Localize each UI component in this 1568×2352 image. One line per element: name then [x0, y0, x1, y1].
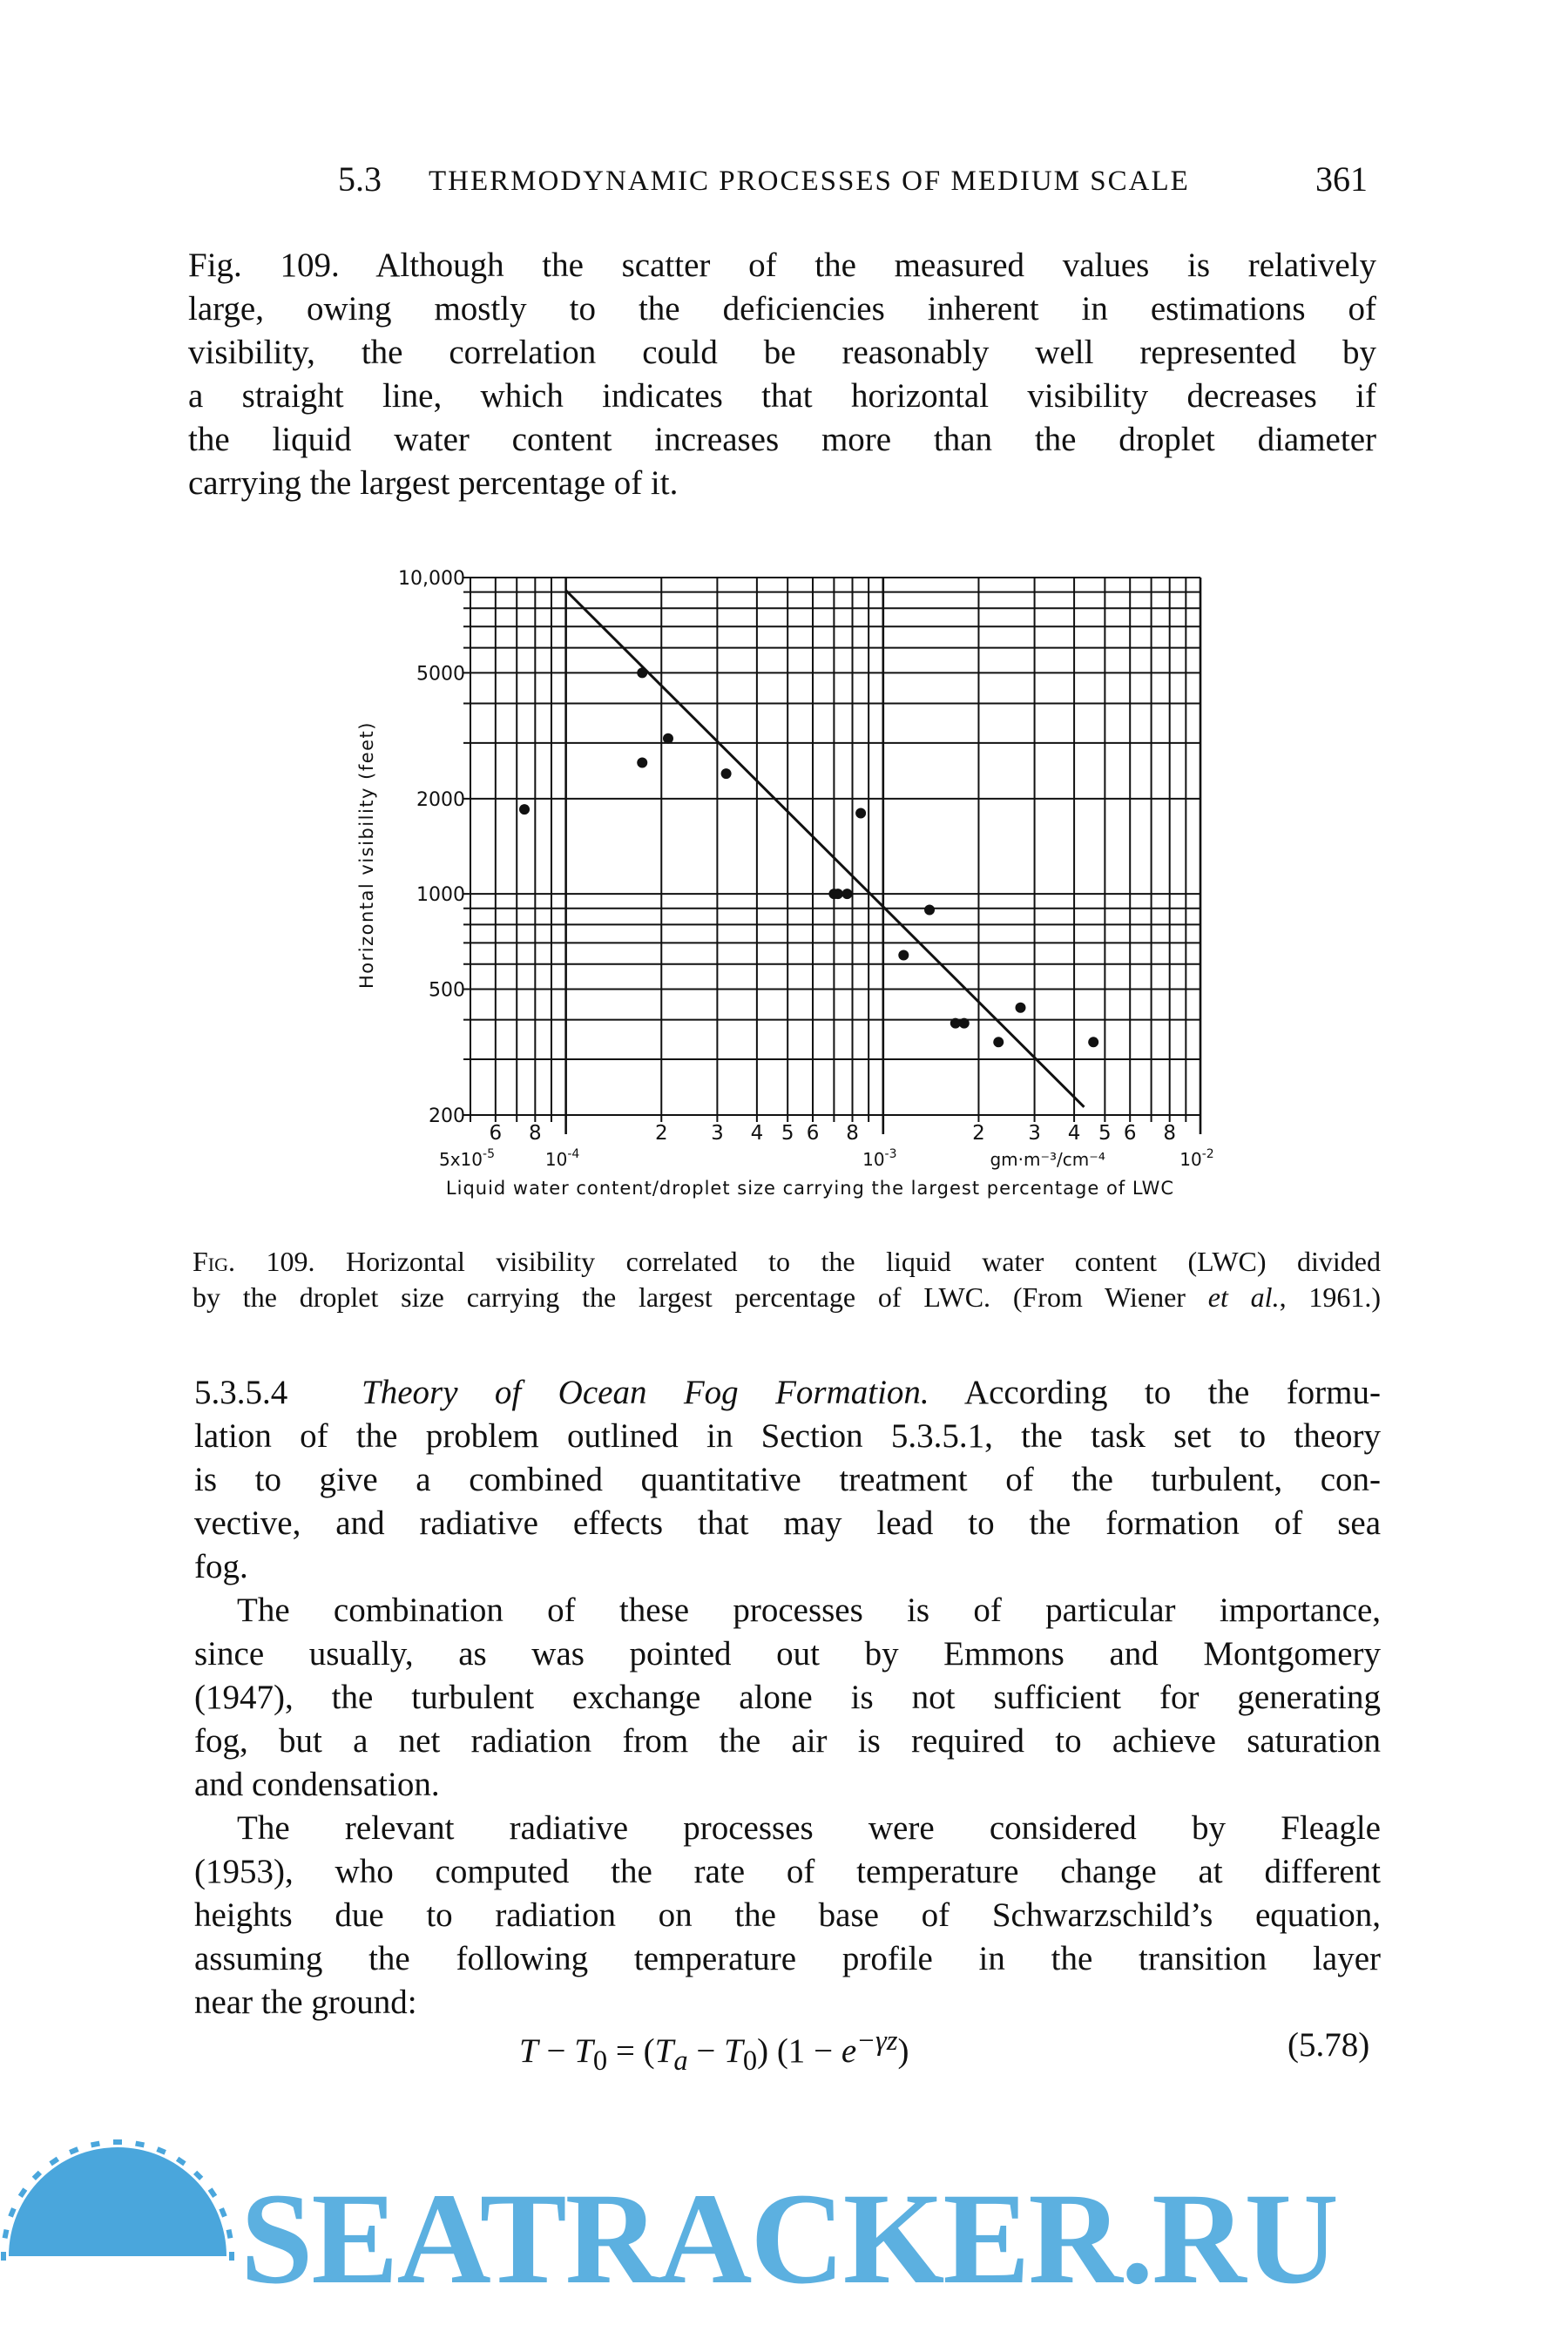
- text-line: is to give a combined quantitative treatment of the turbulent, con-: [194, 1461, 1381, 1498]
- eq-op: −: [546, 2032, 566, 2070]
- text: According to the formu-: [963, 1374, 1381, 1411]
- text-line: assuming the following temperature profile in the transition layer: [194, 1940, 1381, 1977]
- equation-number: (5.78): [1288, 2026, 1370, 2064]
- eq-sym: T: [654, 2032, 674, 2070]
- y-tick-label: 1000: [416, 884, 465, 907]
- data-point: [855, 808, 866, 818]
- text-line: fog.: [194, 1548, 248, 1585]
- data-point: [898, 950, 909, 961]
- x-unit-label: gm·m⁻³/cm⁻⁴: [990, 1149, 1105, 1170]
- y-tick-label: 2000: [416, 788, 465, 811]
- y-tick-label: 500: [429, 979, 465, 1002]
- x-tick-label: 2: [654, 1122, 668, 1145]
- text-line: visibility, the correlation could be reasonably well represented by: [188, 334, 1376, 371]
- x-axis-title: Liquid water content/droplet size carrying the largest percentage of LWC: [445, 1178, 1175, 1199]
- eq-term: ): [897, 2032, 909, 2070]
- x-tick-label: 3: [1028, 1122, 1041, 1145]
- text-line: since usually, as was pointed out by Emmons and Montgomery: [194, 1635, 1381, 1673]
- eq-sym: T: [724, 2032, 743, 2070]
- text-line: a straight line, which indicates that horizontal visibility decreases if: [188, 377, 1376, 415]
- exponent: -4: [567, 1147, 580, 1161]
- sun-ray: [179, 2159, 182, 2164]
- x-tick-label: 8: [529, 1122, 542, 1145]
- text-line: The combination of these processes is of particular importance,: [237, 1592, 1381, 1629]
- section-number: 5.3.5.4: [194, 1374, 288, 1411]
- sun-ray: [210, 2192, 214, 2194]
- x-tick-label: 8: [846, 1122, 859, 1145]
- data-point: [1088, 1037, 1098, 1047]
- data-point: [833, 889, 843, 899]
- section-heading-line: [194, 1371, 1381, 1415]
- text-line: and condensation.: [194, 1766, 440, 1803]
- eq-sub: 0: [592, 2044, 608, 2077]
- text-line: lation of the problem outlined in Section 5.3.5.1, the task set to theory: [194, 1417, 1381, 1455]
- data-point: [637, 757, 647, 767]
- text-line: (1947), the turbulent exchange alone is not sufficient for generating: [194, 1679, 1381, 1716]
- eq-sub: 0: [742, 2044, 758, 2077]
- running-head: THERMODYNAMIC PROCESSES OF MEDIUM SCALE: [429, 166, 1190, 197]
- x-tick-label: 6: [1123, 1122, 1137, 1145]
- y-axis-title: Horizontal visibility (feet): [356, 721, 377, 989]
- x-tick-label: 3: [711, 1122, 724, 1145]
- eq-op: −: [696, 2032, 716, 2070]
- x-tick-label: 4: [750, 1122, 764, 1145]
- data-point: [841, 889, 852, 899]
- section-number: 5.3: [338, 159, 382, 199]
- caption-label: Fig. 109.: [193, 1246, 315, 1277]
- caption-italic: et al.: [1207, 1281, 1280, 1313]
- caption-text: , 1961.): [1279, 1281, 1382, 1313]
- eq-sym: T: [519, 2032, 538, 2070]
- visibility-chart: [331, 558, 1272, 1220]
- x-tick-label: 5: [781, 1122, 794, 1145]
- data-point: [663, 733, 673, 744]
- text-line: (1953), who computed the rate of temperature change at different: [194, 1853, 1381, 1890]
- text-line: near the ground:: [194, 1984, 417, 2021]
- sun-ray: [197, 2173, 200, 2177]
- caption-line: [193, 1244, 1381, 1279]
- eq-sym: e: [841, 2032, 857, 2070]
- y-tick-label: 10,000: [398, 568, 465, 590]
- x-decade-label: $10^{-2}$: [1179, 1147, 1214, 1170]
- eq-sub: a: [673, 2044, 688, 2077]
- exponent: -3: [884, 1147, 897, 1161]
- text-line: vective, and radiative effects that may lead to the formation of sea: [194, 1504, 1381, 1542]
- eq-sym: T: [574, 2032, 593, 2070]
- text-line: heights due to radiation on the base of Schwarzschild’s equation,: [194, 1896, 1381, 1934]
- watermark-text: SEATRACKER.RU: [240, 2166, 1337, 2311]
- section-title: Theory of Ocean Fog Formation.: [362, 1374, 929, 1411]
- caption-text: Horizontal visibility correlated to the liquid water content (LWC) divided: [346, 1246, 1382, 1277]
- caption-line: [193, 1280, 1381, 1315]
- text-line: The relevant radiative processes were considered by Fleagle: [237, 1809, 1381, 1847]
- sun-ray: [220, 2212, 226, 2213]
- sun-logo-icon: [0, 2126, 235, 2352]
- x-tick-label: 6: [489, 1122, 503, 1145]
- x-tick-label: 8: [1163, 1122, 1177, 1145]
- exponent: -5: [483, 1147, 495, 1161]
- data-point: [959, 1018, 970, 1029]
- text-line: large, owing mostly to the deficiencies inherent in estimations of: [188, 290, 1376, 328]
- text-line: fog, but a net radiation from the air is required to achieve saturation: [194, 1722, 1381, 1760]
- sun-ray: [10, 2212, 15, 2213]
- data-point: [1015, 1003, 1025, 1013]
- exponent: -2: [1201, 1147, 1214, 1161]
- sun-ray: [53, 2159, 56, 2164]
- sun-ray: [21, 2192, 25, 2194]
- sun-ray: [35, 2173, 38, 2177]
- text-line: carrying the largest percentage of it.: [188, 464, 679, 502]
- x-decade-label: $10^{-3}$: [862, 1147, 897, 1170]
- sun-ray: [139, 2142, 140, 2147]
- y-tick-label: 200: [429, 1105, 465, 1127]
- x-tick-label: 6: [806, 1122, 820, 1145]
- page-number: 361: [1315, 159, 1368, 199]
- sun-ray: [160, 2148, 162, 2153]
- data-point: [637, 667, 647, 678]
- x-decade-label: $10^{-4}$: [544, 1147, 580, 1170]
- data-point: [519, 804, 530, 814]
- eq-term: (1: [776, 2032, 806, 2070]
- caption-text: by the droplet size carrying the largest percentage of LWC. (From Wiener: [193, 1281, 1186, 1313]
- sun-ray: [73, 2148, 75, 2153]
- text-line: the liquid water content increases more than the droplet diameter: [188, 421, 1376, 458]
- x-tick-label: 5: [1098, 1122, 1112, 1145]
- data-point: [721, 768, 732, 779]
- equation-5-78: $T - T_0 = (T_a - T_0) (1 - e^{-\gamma z})$: [519, 2025, 909, 2077]
- data-point: [993, 1037, 1004, 1047]
- sun-ray: [95, 2142, 96, 2147]
- x-decade-label: $5x10^{-5}$: [439, 1147, 495, 1170]
- eq-op: −: [814, 2032, 834, 2070]
- eq-op: =: [615, 2032, 635, 2070]
- y-tick-label: 5000: [416, 663, 465, 686]
- text-line: Fig. 109. Although the scatter of the measured values is relatively: [188, 247, 1376, 284]
- x-tick-label: 4: [1067, 1122, 1081, 1145]
- x-tick-label: 2: [972, 1122, 985, 1145]
- data-point: [924, 905, 935, 916]
- eq-exp: −γz: [856, 2025, 898, 2057]
